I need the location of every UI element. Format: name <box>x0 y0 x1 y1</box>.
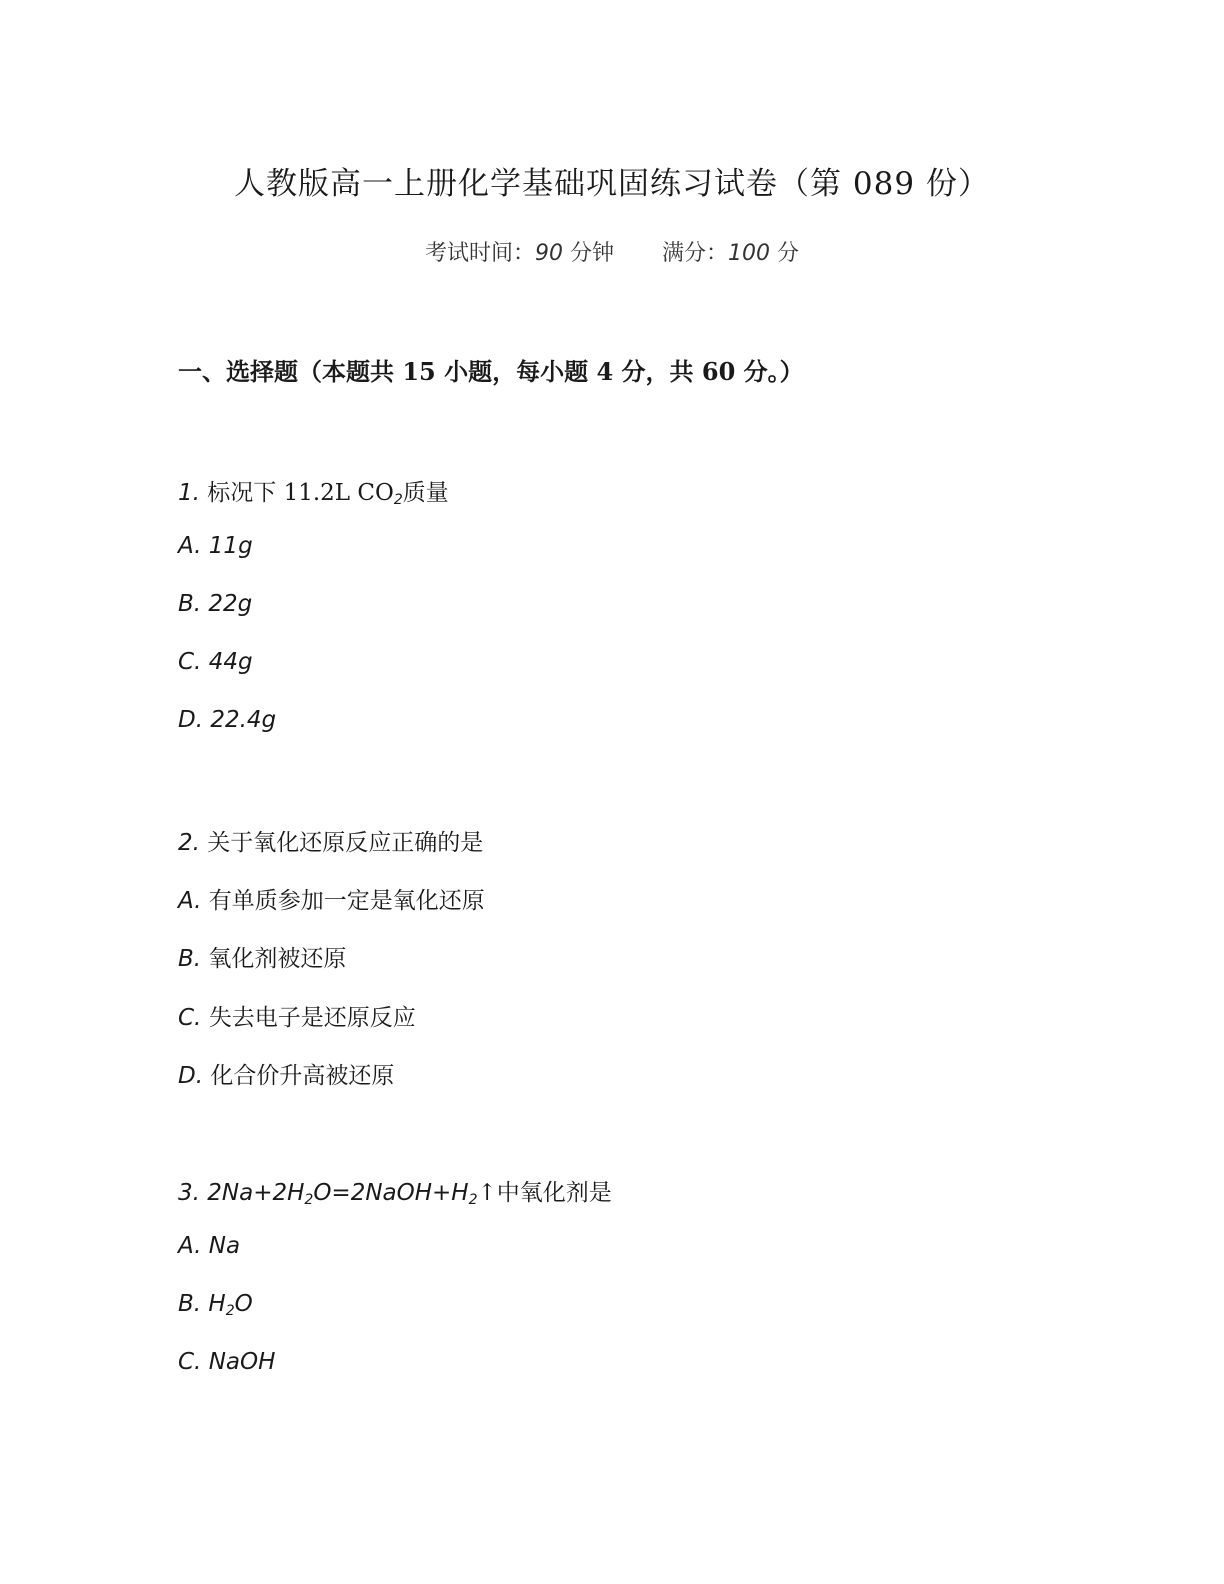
exam-info <box>0 236 1224 267</box>
option-letter: C. <box>178 1005 202 1031</box>
formula-part: O <box>234 1291 253 1317</box>
score-label: 满分： <box>662 241 729 266</box>
option-letter: C. <box>178 649 202 675</box>
formula-subscript: 2 <box>225 1303 235 1319</box>
option-text: 化合价升高被还原 <box>210 1063 395 1089</box>
option <box>178 1349 275 1375</box>
option-letter: A. <box>178 888 202 914</box>
option-letter: A. <box>178 533 202 559</box>
option-letter: D. <box>178 1063 204 1089</box>
stem-post: 质量 <box>402 480 449 506</box>
equation-subscript: 2 <box>304 1192 314 1208</box>
option-letter: D. <box>178 707 204 733</box>
equation-subscript: 2 <box>468 1192 478 1208</box>
question-stem <box>178 474 449 507</box>
option-text <box>208 1291 252 1317</box>
option-text: 11g <box>208 533 253 559</box>
option-letter: C. <box>178 1349 202 1375</box>
option-text: 氧化剂被还原 <box>208 946 347 972</box>
question-text <box>207 1180 612 1206</box>
question-number: 1. <box>178 480 200 506</box>
option-text: 有单质参加一定是氧化还原 <box>208 888 485 914</box>
option <box>178 940 346 973</box>
question-number: 3. <box>178 1180 200 1206</box>
equation-part: ↑中氧化剂是 <box>477 1180 612 1206</box>
option-text: 44g <box>208 649 253 675</box>
option <box>178 1291 253 1317</box>
option-text: 失去电子是还原反应 <box>208 1005 416 1031</box>
option-text: 22.4g <box>210 707 277 733</box>
score-value: 100 <box>728 241 771 266</box>
page-title: 人教版高一上册化学基础巩固练习试卷（第 089 份） <box>234 166 990 202</box>
option-text: NaOH <box>208 1349 276 1375</box>
score-unit: 分 <box>777 241 800 266</box>
option <box>178 882 485 915</box>
time-value: 90 <box>534 241 563 266</box>
equation-part: O=2NaOH+H <box>313 1180 469 1206</box>
option <box>178 707 276 733</box>
option <box>178 1233 240 1259</box>
question-text <box>207 480 448 506</box>
option-text: 22g <box>208 591 253 617</box>
question-stem <box>178 824 483 857</box>
time-label: 考试时间： <box>424 241 535 266</box>
formula-part: H <box>208 1291 226 1317</box>
option <box>178 1057 394 1090</box>
question-text: 关于氧化还原反应正确的是 <box>207 830 484 856</box>
option <box>178 533 253 559</box>
option <box>178 649 253 675</box>
stem-pre: 标况下 11.2L CO <box>207 480 394 506</box>
option <box>178 999 416 1032</box>
option-letter: B. <box>178 1291 202 1317</box>
option-letter: A. <box>178 1233 202 1259</box>
option <box>178 591 252 617</box>
section-heading: 一、选择题（本题共 15 小题，每小题 4 分，共 60 分。） <box>178 357 804 386</box>
option-text: Na <box>208 1233 241 1259</box>
stem-subscript: 2 <box>393 492 403 508</box>
option-letter: B. <box>178 946 202 972</box>
equation-part: 2Na+2H <box>207 1180 305 1206</box>
question-stem <box>178 1174 612 1207</box>
time-unit: 分钟 <box>569 241 614 266</box>
option-letter: B. <box>178 591 202 617</box>
question-number: 2. <box>178 830 200 856</box>
